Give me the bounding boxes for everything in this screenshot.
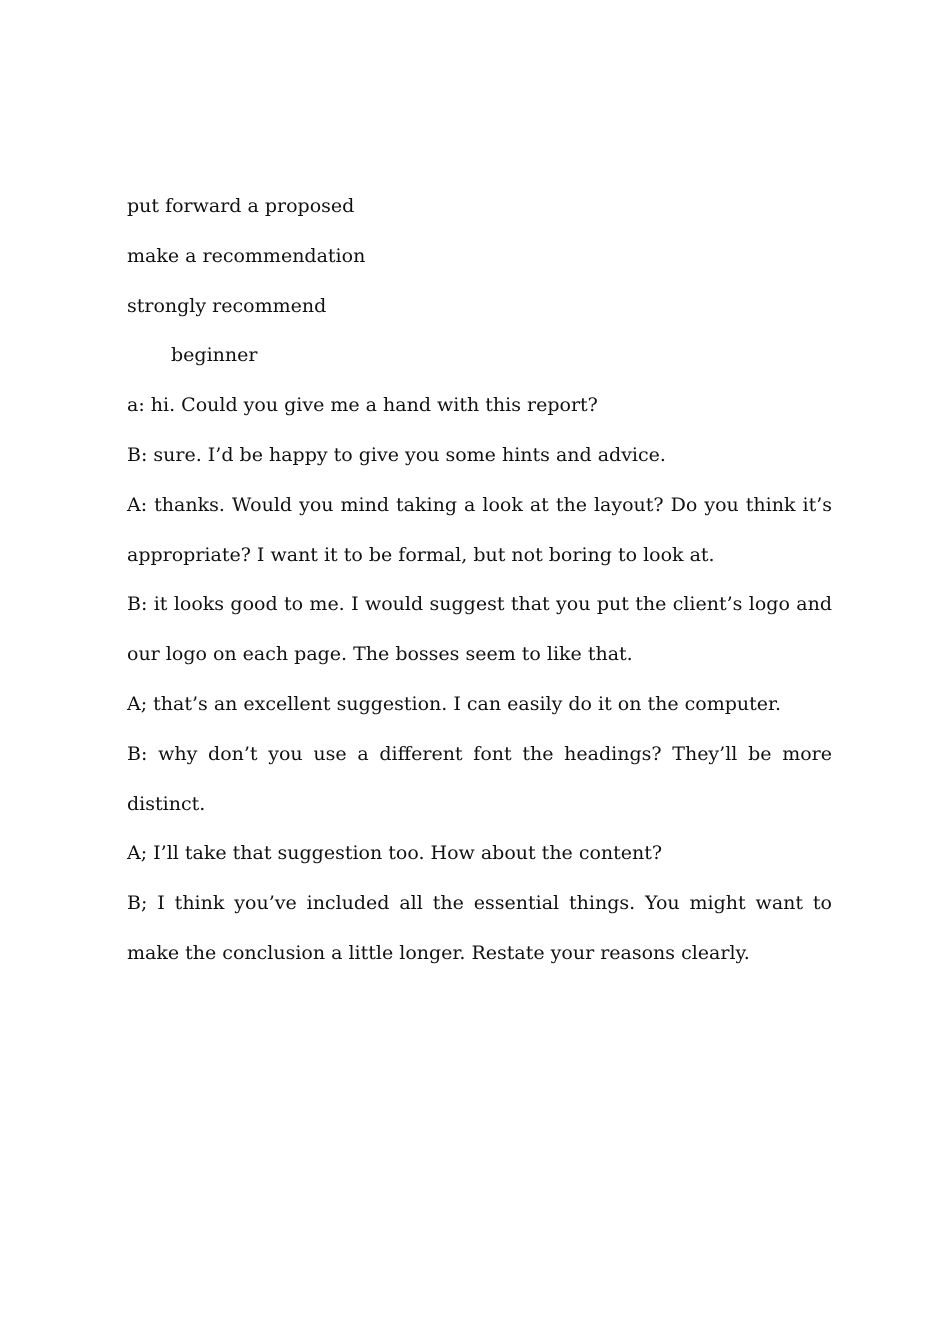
dialogue-line: A; I’ll take that suggestion too. How about the content? <box>127 842 663 865</box>
dialogue-line: a: hi. Could you give me a hand with this report? <box>127 394 598 417</box>
dialogue-line: B: it looks good to me. I would suggest that you put the client’s logo and our logo on each page. The bosses seem to like that. <box>127 593 832 666</box>
dialogue-line: A; that’s an excellent suggestion. I can easily do it on the computer. <box>127 692 782 715</box>
dialogue-line: B: why don’t you use a different font the headings? They’ll be more distinct. <box>127 742 832 815</box>
phrase-line: make a recommendation <box>127 244 366 267</box>
dialogue-line: B; I think you’ve included all the essential things. You might want to make the conclusion a little longer. Restate your reasons clearly. <box>127 892 832 964</box>
phrase-line: put forward a proposed <box>127 195 355 217</box>
dialogue-line: A: thanks. Would you mind taking a look at the layout? Do you think it’s appropriate? I want it to be formal, but not boring to look at. <box>127 493 832 566</box>
dialogue-line: B: sure. I’d be happy to give you some hints and advice. <box>127 443 666 466</box>
level-heading: beginner <box>171 344 258 367</box>
document-body <box>127 182 832 979</box>
phrase-line: strongly recommend <box>127 294 327 317</box>
